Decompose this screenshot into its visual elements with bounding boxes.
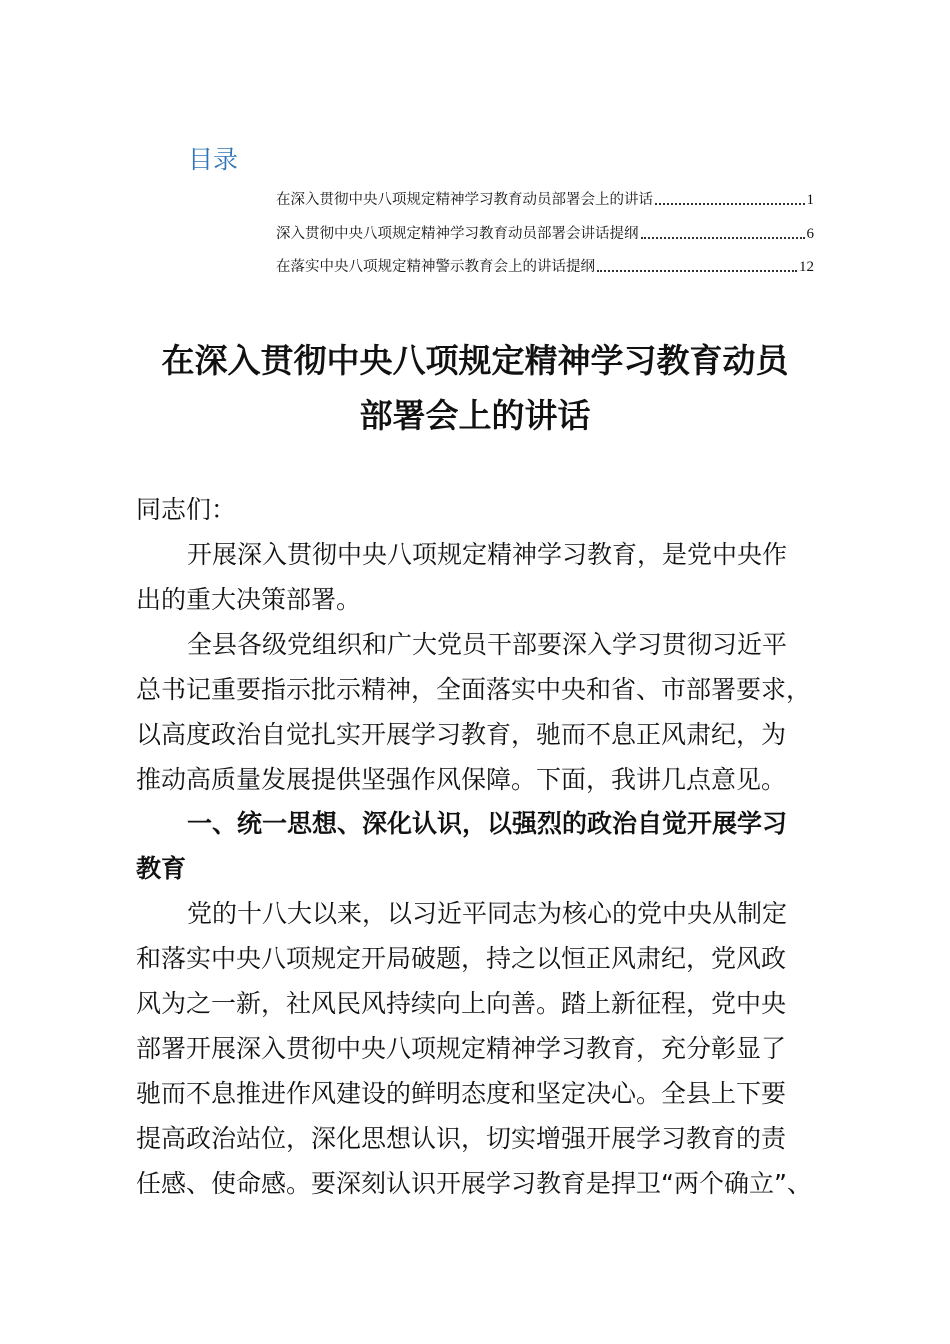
paragraph-line: 风为之一新，社风民风持续向上向善。踏上新征程，党中央	[136, 989, 787, 1018]
toc-entry[interactable]	[276, 223, 814, 245]
greeting: 同志们：	[136, 495, 237, 524]
toc-entry-title: 深入贯彻中央八项规定精神学习教育动员部署会讲话提纲	[276, 226, 639, 242]
paragraph-line: 提高政治站位，深化思想认识，切实增强开展学习教育的责	[136, 1124, 787, 1153]
toc-leader-dots	[655, 203, 805, 205]
toc-entry-page: 6	[806, 226, 814, 242]
toc-heading: 目录	[188, 145, 239, 174]
paragraph-line: 以高度政治自觉扎实开展学习教育，驰而不息正风肃纪，为	[136, 720, 787, 749]
paragraph-line: 任感、使命感。要深刻认识开展学习教育是捍卫“两个确立”、	[136, 1169, 812, 1198]
toc-leader-dots	[597, 270, 797, 272]
document-title-line: 部署会上的讲话	[359, 396, 591, 435]
toc-entry-title: 在落实中央八项规定精神警示教育会上的讲话提纲	[276, 259, 595, 275]
paragraph-line: 开展深入贯彻中央八项规定精神学习教育，是党中央作	[187, 540, 788, 569]
paragraph-line: 出的重大决策部署。	[136, 585, 362, 614]
toc-entry-page: 12	[799, 259, 814, 275]
toc-entry[interactable]	[276, 189, 814, 211]
paragraph-line: 全县各级党组织和广大党员干部要深入学习贯彻习近平	[187, 630, 788, 659]
paragraph-line: 推动高质量发展提供坚强作风保障。下面，我讲几点意见。	[136, 765, 787, 794]
section-heading: 一、统一思想、深化认识，以强烈的政治自觉开展学习	[187, 809, 788, 838]
paragraph-line: 驰而不息推进作风建设的鲜明态度和坚定决心。全县上下要	[136, 1079, 787, 1108]
paragraph-line: 总书记重要指示批示精神，全面落实中央和省、市部署要求，	[136, 675, 812, 704]
toc-entry[interactable]	[276, 256, 814, 278]
paragraph-line: 和落实中央八项规定开局破题，持之以恒正风肃纪，党风政	[136, 944, 787, 973]
paragraph-line: 部署开展深入贯彻中央八项规定精神学习教育，充分彰显了	[136, 1034, 787, 1063]
toc-entry-title: 在深入贯彻中央八项规定精神学习教育动员部署会上的讲话	[276, 192, 653, 208]
toc-leader-dots	[641, 237, 805, 239]
toc-entry-page: 1	[806, 192, 814, 208]
document-title-line: 在深入贯彻中央八项规定精神学习教育动员	[161, 341, 789, 380]
paragraph-line: 党的十八大以来，以习近平同志为核心的党中央从制定	[187, 899, 788, 928]
section-heading: 教育	[136, 854, 187, 883]
